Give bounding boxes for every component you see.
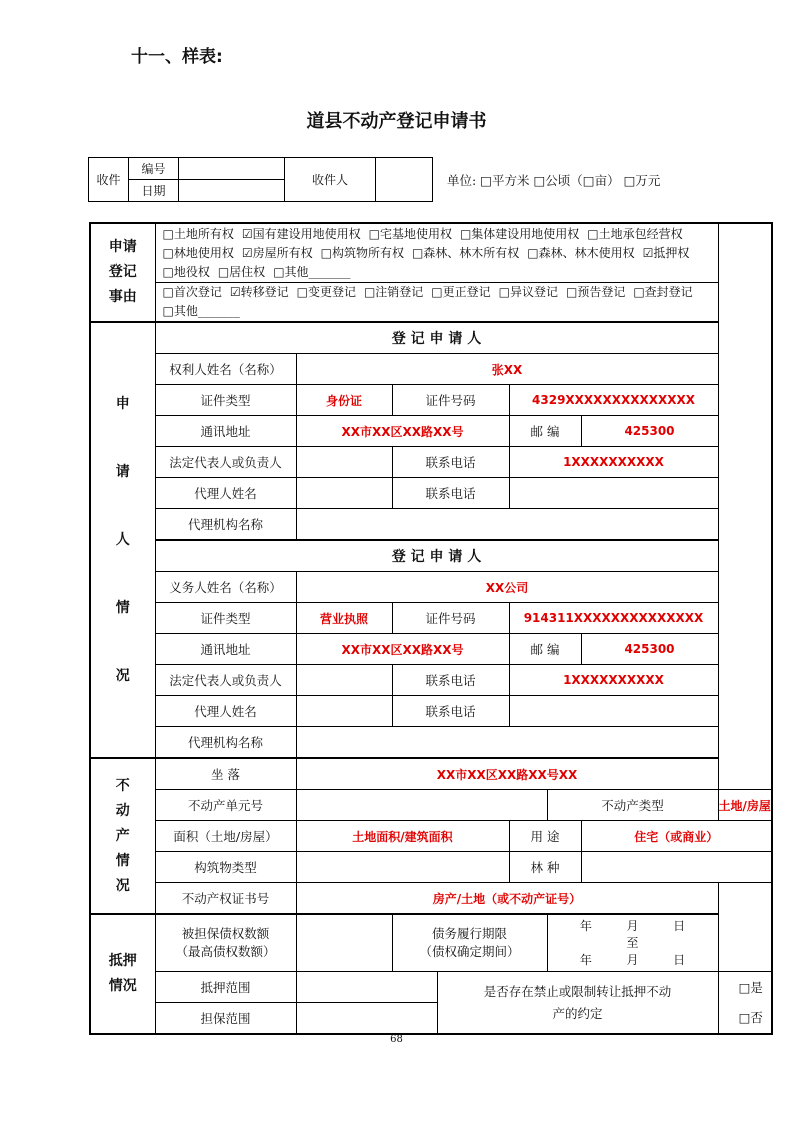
obligor-name[interactable]: XX公司 — [296, 572, 718, 603]
holder-agent-label: 代理人姓名 — [155, 478, 296, 509]
obligor-header: 登 记 申 请 人 — [155, 540, 718, 572]
reg-type-options[interactable]: □首次登记 ☑转移登记 □变更登记 □注销登记 □更正登记 □异议登记 □预告登记 □查封登记□其他_______ — [155, 283, 718, 323]
structure-label: 构筑物类型 — [155, 852, 296, 883]
location[interactable]: XX市XX区XX路XX号XX — [296, 758, 718, 790]
obligor-id-type-label: 证件类型 — [155, 603, 296, 634]
forest[interactable] — [581, 852, 772, 883]
guarantee[interactable] — [296, 1003, 437, 1035]
unit-line: 单位: □平方米 □公顷（□亩） □万元 — [447, 173, 661, 188]
obligor-addr-label: 通讯地址 — [155, 634, 296, 665]
page-number: 68 — [390, 1034, 403, 1045]
holder-name-label: 权利人姓名（名称） — [155, 354, 296, 385]
section-heading: 十一、样表: — [131, 47, 223, 67]
holder-agent[interactable] — [296, 478, 392, 509]
holder-rep-label: 法定代表人或负责人 — [155, 447, 296, 478]
mortgage-label: 抵押 情况 — [90, 914, 155, 1034]
holder-rep[interactable] — [296, 447, 392, 478]
cert-label: 不动产权证书号 — [155, 883, 296, 915]
receipt-label: 收件 — [89, 158, 129, 202]
cert-no[interactable]: 房产/土地（或不动产证号） — [296, 883, 718, 915]
application-form — [89, 222, 773, 1035]
area-label: 面积（土地/房屋） — [155, 821, 296, 852]
serial-label: 编号 — [129, 158, 179, 180]
ban-label: 是否存在禁止或限制转让抵押不动 产的约定 — [437, 972, 718, 1035]
location-label: 坐 落 — [155, 758, 296, 790]
property-label: 不 动 产 情 况 — [90, 758, 155, 914]
receipt-table — [88, 157, 433, 202]
obligor-rep[interactable] — [296, 665, 392, 696]
applicant-label: 申 请 人 情 况 — [90, 322, 155, 758]
holder-tel[interactable]: 1XXXXXXXXXX — [509, 447, 718, 478]
holder-id-no[interactable]: 4329XXXXXXXXXXXXXX — [509, 385, 718, 416]
obligor-agent-label: 代理人姓名 — [155, 696, 296, 727]
obligor-id-type[interactable]: 营业执照 — [296, 603, 392, 634]
obligor-agent-tel[interactable] — [509, 696, 718, 727]
holder-addr[interactable]: XX市XX区XX路XX号 — [296, 416, 509, 447]
holder-agent-tel[interactable] — [509, 478, 718, 509]
obligor-post[interactable]: 425300 — [581, 634, 718, 665]
obligor-agency[interactable] — [296, 727, 718, 759]
obligor-agent[interactable] — [296, 696, 392, 727]
scope[interactable] — [296, 972, 437, 1003]
holder-id-no-label: 证件号码 — [392, 385, 509, 416]
serial-field[interactable] — [179, 158, 285, 180]
property-type-label: 不动产类型 — [547, 790, 718, 821]
area[interactable]: 土地面积/建筑面积 — [296, 821, 509, 852]
obligor-name-label: 义务人姓名（名称） — [155, 572, 296, 603]
use-label: 用 途 — [509, 821, 581, 852]
date-field[interactable] — [179, 180, 285, 202]
receiver-label: 收件人 — [285, 158, 376, 202]
holder-id-type-label: 证件类型 — [155, 385, 296, 416]
holder-agency[interactable] — [296, 509, 718, 541]
obligor-agency-label: 代理机构名称 — [155, 727, 296, 759]
holder-post[interactable]: 425300 — [581, 416, 718, 447]
reg-matter-label: 申请 登记 事由 — [90, 223, 155, 322]
obligor-id-no[interactable]: 914311XXXXXXXXXXXXXX — [509, 603, 718, 634]
property-type[interactable]: 土地/房屋 — [718, 790, 772, 821]
date-label: 日期 — [129, 180, 179, 202]
amount-label: 被担保债权数额 （最高债权数额） — [155, 914, 296, 972]
receiver-field[interactable] — [376, 158, 433, 202]
holder-header: 登 记 申 请 人 — [155, 322, 718, 354]
unit-no[interactable] — [296, 790, 547, 821]
obligor-post-label: 邮 编 — [509, 634, 581, 665]
obligor-addr[interactable]: XX市XX区XX路XX号 — [296, 634, 509, 665]
holder-id-type[interactable]: 身份证 — [296, 385, 392, 416]
period-label: 债务履行期限 （债权确定期间） — [392, 914, 547, 972]
guarantee-label: 担保范围 — [155, 1003, 296, 1035]
period-dates[interactable]: 年 月 日 至 年 月 日 — [547, 914, 718, 972]
right-type-options[interactable]: □土地所有权 ☑国有建设用地使用权 □宅基地使用权 □集体建设用地使用权 □土地承包经营权□林地使用权 ☑房屋所有权 □构筑物所有权 □森林、林木所有权 □森林、林木使用权 ☑抵押权□地役权 □居住权 □其他_______ — [155, 223, 718, 283]
ban-options[interactable]: □是 □否 — [718, 972, 772, 1035]
holder-agent-tel-label: 联系电话 — [392, 478, 509, 509]
obligor-agent-tel-label: 联系电话 — [392, 696, 509, 727]
holder-name[interactable]: 张XX — [296, 354, 718, 385]
document-title: 道县不动产登记申请书 — [306, 111, 487, 132]
holder-agency-label: 代理机构名称 — [155, 509, 296, 541]
unit-no-label: 不动产单元号 — [155, 790, 296, 821]
amount[interactable] — [296, 914, 392, 972]
holder-tel-label: 联系电话 — [392, 447, 509, 478]
obligor-tel-label: 联系电话 — [392, 665, 509, 696]
scope-label: 抵押范围 — [155, 972, 296, 1003]
holder-post-label: 邮 编 — [509, 416, 581, 447]
obligor-tel[interactable]: 1XXXXXXXXXX — [509, 665, 718, 696]
use[interactable]: 住宅（或商业） — [581, 821, 772, 852]
structure[interactable] — [296, 852, 509, 883]
forest-label: 林 种 — [509, 852, 581, 883]
holder-addr-label: 通讯地址 — [155, 416, 296, 447]
obligor-rep-label: 法定代表人或负责人 — [155, 665, 296, 696]
obligor-id-no-label: 证件号码 — [392, 603, 509, 634]
